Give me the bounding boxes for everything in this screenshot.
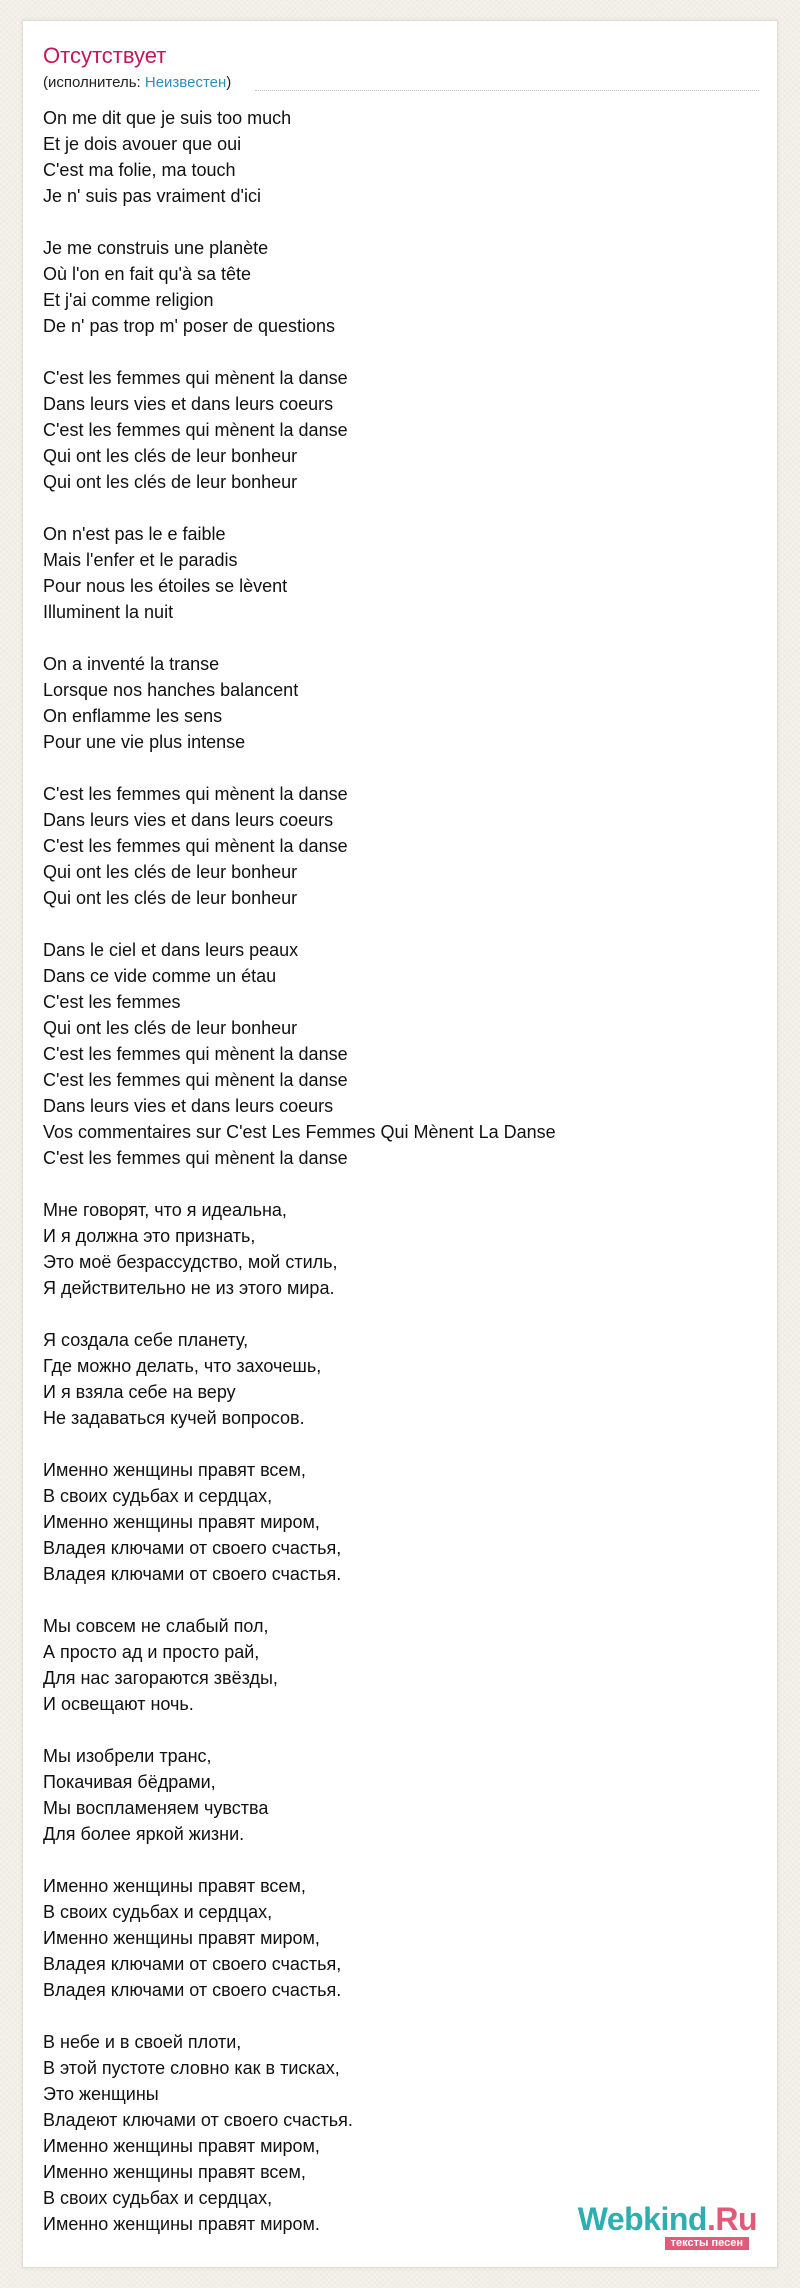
lyric-line: C'est les femmes qui mènent la danse bbox=[43, 836, 348, 856]
lyric-line: On me dit que je suis too much bbox=[43, 108, 292, 128]
lyric-line: Для более яркой жизни. bbox=[43, 1824, 245, 1844]
lyric-line: Qui ont les clés de leur bonheur bbox=[43, 472, 298, 492]
lyric-line: Это женщины bbox=[43, 2084, 159, 2104]
stanza-gap bbox=[43, 1587, 759, 1613]
lyric-line: И освещают ночь. bbox=[43, 1694, 194, 1714]
lyric-line: C'est les femmes bbox=[43, 992, 181, 1012]
lyric-line: C'est ma folie, ma touch bbox=[43, 160, 236, 180]
lyric-line: Pour une vie plus intense bbox=[43, 732, 246, 752]
lyric-line: C'est les femmes qui mènent la danse bbox=[43, 784, 348, 804]
artist-suffix: ) bbox=[226, 74, 232, 91]
header-divider bbox=[255, 90, 759, 91]
lyric-line: On n'est pas le e faible bbox=[43, 524, 226, 544]
lyric-line: Именно женщины правят всем, bbox=[43, 1460, 306, 1480]
lyric-line: Lorsque nos hanches balancent bbox=[43, 680, 299, 700]
lyric-line: Я действительно не из этого мира. bbox=[43, 1278, 335, 1298]
lyric-line: Dans leurs vies et dans leurs coeurs bbox=[43, 810, 334, 830]
lyric-line: И я взяла себе на веру bbox=[43, 1382, 236, 1402]
lyric-line: Мы воспламеняем чувства bbox=[43, 1798, 269, 1818]
lyric-line: Не задаваться кучей вопросов. bbox=[43, 1408, 305, 1428]
lyric-line: Мы совсем не слабый пол, bbox=[43, 1616, 269, 1636]
lyric-line: Illuminent la nuit bbox=[43, 602, 174, 622]
lyric-line: В этой пустоте словно как в тисках, bbox=[43, 2058, 340, 2078]
artist-line bbox=[43, 73, 231, 93]
stanza-gap bbox=[43, 1717, 759, 1743]
site-logo[interactable] bbox=[567, 2201, 757, 2249]
lyric-line: Dans leurs vies et dans leurs coeurs bbox=[43, 1096, 334, 1116]
lyric-line: Et je dois avouer que oui bbox=[43, 134, 242, 154]
lyric-line: Dans ce vide comme un étau bbox=[43, 966, 277, 986]
lyric-line: Я создала себе планету, bbox=[43, 1330, 249, 1350]
lyric-line: Je me construis une planète bbox=[43, 238, 269, 258]
stanza-gap bbox=[43, 209, 759, 235]
lyric-line: Для нас загораются звёзды, bbox=[43, 1668, 278, 1688]
lyric-line: Où l'on en fait qu'à sa tête bbox=[43, 264, 252, 284]
lyric-line: On a inventé la transe bbox=[43, 654, 220, 674]
lyric-line: Владея ключами от своего счастья, bbox=[43, 1538, 342, 1558]
stanza-gap bbox=[43, 755, 759, 781]
lyric-line: De n' pas trop m' poser de questions bbox=[43, 316, 336, 336]
stanza-gap bbox=[43, 495, 759, 521]
lyric-line: Qui ont les clés de leur bonheur bbox=[43, 888, 298, 908]
lyric-line: Мне говорят, что я идеальна, bbox=[43, 1200, 287, 1220]
lyrics-card bbox=[22, 20, 778, 2268]
lyric-line: C'est les femmes qui mènent la danse bbox=[43, 420, 348, 440]
lyric-line: В своих судьбах и сердцах, bbox=[43, 2188, 273, 2208]
lyric-line: Именно женщины правят всем, bbox=[43, 1876, 306, 1896]
lyric-line: Владея ключами от своего счастья. bbox=[43, 1564, 342, 1584]
lyric-line: Qui ont les clés de leur bonheur bbox=[43, 862, 298, 882]
artist-link[interactable]: Неизвестен bbox=[144, 74, 227, 91]
lyric-line: Владеют ключами от своего счастья. bbox=[43, 2110, 353, 2130]
stanza-gap bbox=[43, 339, 759, 365]
logo-name: Webkind bbox=[577, 2201, 707, 2237]
stanza-gap bbox=[43, 1847, 759, 1873]
stanza-gap bbox=[43, 1171, 759, 1197]
lyric-line: Et j'ai comme religion bbox=[43, 290, 214, 310]
logo-wordmark bbox=[578, 2201, 757, 2237]
lyrics-text bbox=[43, 105, 759, 2237]
lyric-line: В своих судьбах и сердцах, bbox=[43, 1902, 273, 1922]
lyric-line: Именно женщины правят миром. bbox=[43, 2214, 320, 2234]
lyric-line: Dans le ciel et dans leurs peaux bbox=[43, 940, 299, 960]
lyric-line: Mais l'enfer et le paradis bbox=[43, 550, 238, 570]
lyric-line: В небе и в своей плоти, bbox=[43, 2032, 242, 2052]
stanza-gap bbox=[43, 911, 759, 937]
lyric-line: Qui ont les clés de leur bonheur bbox=[43, 446, 298, 466]
lyric-line: Vos commentaires sur C'est Les Femmes Qui Mènent La Danse bbox=[43, 1122, 556, 1142]
lyric-line: Pour nous les étoiles se lèvent bbox=[43, 576, 288, 596]
lyric-line: Мы изобрели транс, bbox=[43, 1746, 212, 1766]
lyric-line: C'est les femmes qui mènent la danse bbox=[43, 368, 348, 388]
lyric-line: Je n' suis pas vraiment d'ici bbox=[43, 186, 261, 206]
lyric-line: C'est les femmes qui mènent la danse bbox=[43, 1044, 348, 1064]
logo-tagline: тексты песен bbox=[665, 2237, 749, 2250]
lyric-line: Владея ключами от своего счастья. bbox=[43, 1980, 342, 2000]
lyric-line: Dans leurs vies et dans leurs coeurs bbox=[43, 394, 334, 414]
lyric-line: Именно женщины правят миром, bbox=[43, 2136, 320, 2156]
lyric-line: В своих судьбах и сердцах, bbox=[43, 1486, 273, 1506]
lyric-line: Покачивая бёдрами, bbox=[43, 1772, 216, 1792]
lyric-line: C'est les femmes qui mènent la danse bbox=[43, 1070, 348, 1090]
artist-prefix: (исполнитель: bbox=[43, 74, 145, 91]
lyric-line: Это моё безрассудство, мой стиль, bbox=[43, 1252, 338, 1272]
lyric-line: On enflamme les sens bbox=[43, 706, 223, 726]
stanza-gap bbox=[43, 2003, 759, 2029]
lyric-line: И я должна это признать, bbox=[43, 1226, 256, 1246]
lyric-line: Где можно делать, что захочешь, bbox=[43, 1356, 322, 1376]
lyric-line: Именно женщины правят миром, bbox=[43, 1512, 320, 1532]
lyric-line: Владея ключами от своего счастья, bbox=[43, 1954, 342, 1974]
song-title: Отсутствует bbox=[43, 43, 167, 68]
stanza-gap bbox=[43, 625, 759, 651]
lyric-line: Именно женщины правят миром, bbox=[43, 1928, 320, 1948]
stanza-gap bbox=[43, 1431, 759, 1457]
logo-tld: .Ru bbox=[706, 2201, 757, 2237]
stanza-gap bbox=[43, 1301, 759, 1327]
lyric-line: Qui ont les clés de leur bonheur bbox=[43, 1018, 298, 1038]
lyric-line: Именно женщины правят всем, bbox=[43, 2162, 306, 2182]
lyric-line: C'est les femmes qui mènent la danse bbox=[43, 1148, 348, 1168]
lyric-line: А просто ад и просто рай, bbox=[43, 1642, 260, 1662]
